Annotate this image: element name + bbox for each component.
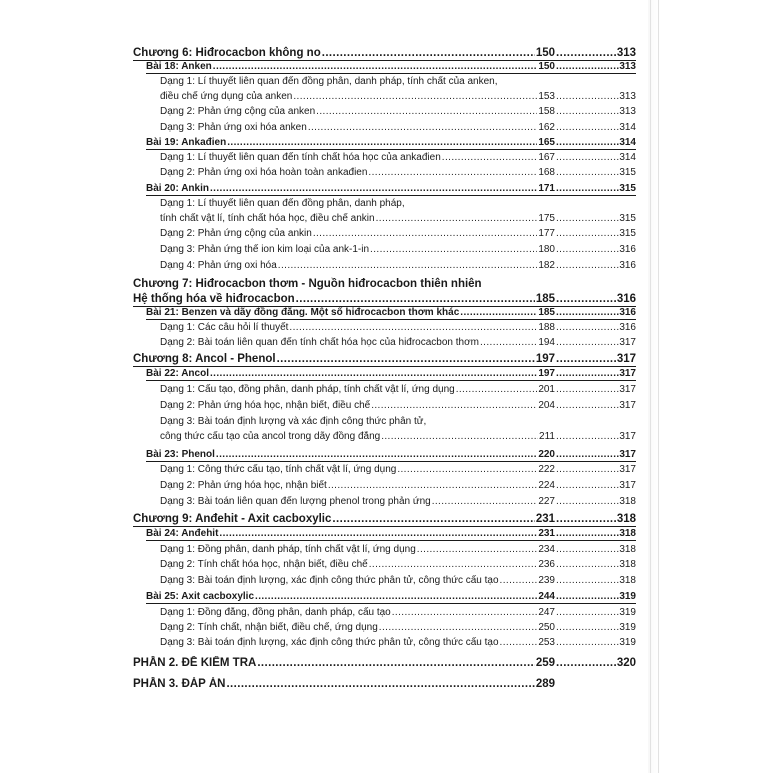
toc-entry-title: Bài 21: Benzen và dãy đồng đẳng. Một số hiđrocacbon thơm khác bbox=[146, 307, 460, 318]
page-number-secondary: 313 bbox=[619, 91, 636, 102]
page-number-secondary: 319 bbox=[619, 591, 636, 602]
toc-entry-title: điều chế ứng dụng của anken bbox=[160, 91, 293, 102]
page-number-secondary-column bbox=[556, 213, 636, 225]
page-number-secondary-column bbox=[556, 122, 636, 134]
toc-entry-title: Dạng 4: Phản ứng oxi hóa bbox=[160, 260, 277, 271]
toc-item-entry bbox=[160, 244, 555, 256]
section-underline bbox=[146, 149, 636, 150]
dot-leader bbox=[277, 352, 535, 366]
toc-entry-title: Dạng 2: Phản ứng cộng của anken bbox=[160, 106, 316, 117]
toc-entry-title: Dạng 1: Lí thuyết liên quan đến tính chất hóa học của ankađien bbox=[160, 152, 441, 163]
dot-leader bbox=[556, 464, 619, 476]
page-number-secondary-column bbox=[556, 622, 636, 634]
page-number-primary: 244 bbox=[538, 591, 555, 602]
dot-leader bbox=[556, 480, 619, 492]
toc-item-entry bbox=[160, 91, 555, 103]
page-number-primary: 162 bbox=[538, 122, 555, 133]
page-number-secondary-column bbox=[556, 106, 636, 118]
page-number-primary: 150 bbox=[535, 47, 555, 59]
dot-leader bbox=[556, 559, 619, 571]
toc-item-entry bbox=[160, 607, 555, 619]
toc-item-entry bbox=[160, 337, 555, 349]
dot-leader bbox=[216, 449, 537, 461]
toc-entry-title: Bài 18: Anken bbox=[146, 61, 212, 72]
dot-leader bbox=[255, 591, 537, 603]
page-number-primary: 231 bbox=[535, 513, 555, 525]
section-underline bbox=[146, 603, 636, 604]
page-number-primary: 204 bbox=[538, 400, 555, 411]
page-number-secondary: 318 bbox=[619, 496, 636, 507]
toc-lesson-entry bbox=[146, 528, 555, 540]
toc-item-entry bbox=[160, 559, 555, 571]
toc-entry-title: Hệ thống hóa về hiđrocacbon bbox=[133, 293, 295, 305]
dot-leader bbox=[556, 449, 619, 461]
page-number-primary: 220 bbox=[538, 449, 555, 460]
toc-entry-title: Chương 6: Hiđrocacbon không no bbox=[133, 47, 321, 59]
page-number-primary: 234 bbox=[538, 544, 555, 555]
toc-lesson-entry bbox=[146, 61, 555, 73]
page-number-secondary-column bbox=[556, 368, 636, 380]
page-number-primary: 171 bbox=[538, 183, 555, 194]
page-number-primary: 247 bbox=[538, 607, 555, 618]
dot-leader bbox=[369, 559, 538, 571]
page-number-secondary-column bbox=[556, 575, 636, 587]
dot-leader bbox=[308, 122, 538, 134]
dot-leader bbox=[296, 292, 535, 306]
dot-leader bbox=[556, 46, 617, 60]
dot-leader bbox=[556, 213, 619, 225]
toc-lesson-entry bbox=[146, 449, 555, 461]
page-number-primary: 211 bbox=[539, 431, 555, 442]
page-number-secondary: 319 bbox=[619, 607, 636, 618]
dot-leader bbox=[456, 384, 538, 396]
toc-chapter-entry bbox=[133, 512, 555, 526]
dot-leader bbox=[556, 260, 619, 272]
page-number-secondary: 318 bbox=[619, 559, 636, 570]
page-number-secondary: 313 bbox=[619, 61, 636, 72]
toc-entry-title: Dạng 3: Bài toán định lượng và xác định công thức phân tử, bbox=[160, 416, 427, 427]
page-number-secondary-column bbox=[556, 91, 636, 103]
toc-entry-title: công thức cấu tạo của ancol trong dãy đồng đẳng bbox=[160, 431, 381, 442]
page-number-secondary-column bbox=[556, 352, 636, 366]
dot-leader bbox=[227, 137, 537, 149]
dot-leader bbox=[460, 307, 537, 319]
toc-entry-title: Dạng 2: Tính chất, nhận biết, điều chế, ứng dụng bbox=[160, 622, 378, 633]
dot-leader bbox=[556, 575, 619, 587]
toc-item-entry bbox=[160, 384, 555, 396]
page-number-secondary: 317 bbox=[619, 480, 636, 491]
page-number-secondary-column bbox=[556, 512, 636, 526]
page-number-secondary: 317 bbox=[619, 368, 636, 379]
toc-lesson-entry bbox=[146, 368, 555, 380]
toc-item-entry bbox=[160, 575, 555, 587]
dot-leader bbox=[376, 213, 538, 225]
toc-entry-title: Dạng 1: Lí thuyết liên quan đến đồng phân, danh pháp, bbox=[160, 198, 405, 209]
page-number-secondary: 318 bbox=[619, 544, 636, 555]
toc-item-entry bbox=[160, 544, 555, 556]
toc-chapter-entry bbox=[133, 677, 555, 691]
dot-leader bbox=[556, 337, 619, 349]
page-number-secondary-column bbox=[556, 244, 636, 256]
dot-leader bbox=[392, 607, 538, 619]
toc-item-entry bbox=[160, 637, 555, 649]
toc-lesson-entry bbox=[146, 591, 555, 603]
toc-item-entry bbox=[160, 322, 555, 334]
page-number-secondary-column bbox=[556, 559, 636, 571]
page-number-secondary: 318 bbox=[619, 575, 636, 586]
dot-leader bbox=[556, 352, 617, 366]
toc-chapter-entry bbox=[133, 46, 555, 60]
page-number-secondary: 317 bbox=[616, 353, 636, 365]
toc-entry-title: Chương 9: Anđehit - Axit cacboxylic bbox=[133, 513, 332, 525]
dot-leader bbox=[370, 244, 537, 256]
page-number-secondary: 317 bbox=[619, 400, 636, 411]
section-underline bbox=[146, 540, 636, 541]
toc-item-entry bbox=[160, 76, 580, 88]
page-number-secondary-column bbox=[556, 292, 636, 306]
toc-item-entry bbox=[160, 228, 555, 240]
page-number-primary: 188 bbox=[538, 322, 555, 333]
toc-chapter-entry bbox=[133, 352, 555, 366]
dot-leader bbox=[556, 61, 619, 73]
page-number-secondary: 317 bbox=[619, 431, 636, 442]
dot-leader bbox=[556, 167, 619, 179]
page-number-secondary-column bbox=[556, 307, 636, 319]
page-number-secondary: 316 bbox=[619, 244, 636, 255]
dot-leader bbox=[556, 368, 619, 380]
toc-entry-title: Bài 24: Anđehit bbox=[146, 528, 219, 539]
toc-entry-title: Dạng 1: Đồng phân, danh pháp, tính chất vật lí, ứng dụng bbox=[160, 544, 416, 555]
page-number-secondary: 316 bbox=[616, 293, 636, 305]
toc-chapter-entry bbox=[133, 656, 555, 670]
toc-entry-title: Dạng 1: Công thức cấu tạo, tính chất vật lí, ứng dụng bbox=[160, 464, 397, 475]
dot-leader bbox=[432, 496, 538, 508]
dot-leader bbox=[556, 244, 619, 256]
dot-leader bbox=[556, 656, 617, 670]
dot-leader bbox=[556, 183, 619, 195]
dot-leader bbox=[500, 637, 538, 649]
page-number-primary: 194 bbox=[538, 337, 555, 348]
toc-entry-title: Bài 19: Ankađien bbox=[146, 137, 227, 148]
page-number-secondary: 317 bbox=[619, 464, 636, 475]
dot-leader bbox=[556, 122, 619, 134]
dot-leader bbox=[500, 575, 538, 587]
dot-leader bbox=[480, 337, 537, 349]
dot-leader bbox=[328, 480, 537, 492]
page-number-secondary: 317 bbox=[619, 384, 636, 395]
page-number-secondary-column bbox=[556, 152, 636, 164]
dot-leader bbox=[278, 260, 538, 272]
page-number-primary: 231 bbox=[538, 528, 555, 539]
page-number-primary: 197 bbox=[535, 353, 555, 365]
dot-leader bbox=[556, 637, 619, 649]
page-number-secondary-column bbox=[556, 61, 636, 73]
dot-leader bbox=[213, 61, 538, 73]
toc-entry-title: Chương 7: Hiđrocacbon thơm - Nguồn hiđrocacbon thiên nhiên bbox=[133, 278, 482, 290]
page-number-secondary: 318 bbox=[616, 513, 636, 525]
page-number-secondary: 313 bbox=[616, 47, 636, 59]
page-number-primary: 180 bbox=[538, 244, 555, 255]
toc-item-entry bbox=[160, 167, 555, 179]
toc-entry-title: Dạng 2: Phản ứng oxi hóa hoàn toàn ankađien bbox=[160, 167, 368, 178]
dot-leader bbox=[397, 464, 537, 476]
page-number-secondary-column bbox=[556, 528, 636, 540]
dot-leader bbox=[316, 106, 537, 118]
dot-leader bbox=[322, 46, 535, 60]
page-number-secondary-column bbox=[556, 544, 636, 556]
dot-leader bbox=[332, 512, 534, 526]
dot-leader bbox=[368, 167, 537, 179]
section-underline bbox=[146, 73, 636, 74]
dot-leader bbox=[556, 292, 617, 306]
page-number-secondary-column bbox=[556, 431, 636, 443]
dot-leader bbox=[556, 544, 619, 556]
toc-entry-title: Dạng 3: Phản ứng thế ion kim loại của ank-1-in bbox=[160, 244, 370, 255]
page-number-primary: 150 bbox=[538, 61, 555, 72]
page-number-secondary: 315 bbox=[619, 228, 636, 239]
page-number-primary: 289 bbox=[535, 678, 555, 690]
page-number-primary: 224 bbox=[538, 480, 555, 491]
toc-item-entry bbox=[160, 496, 555, 508]
page-number-secondary: 316 bbox=[619, 307, 636, 318]
section-underline bbox=[146, 380, 636, 381]
page-number-secondary-column bbox=[556, 480, 636, 492]
page-number-secondary: 319 bbox=[619, 622, 636, 633]
page-number-primary: 239 bbox=[538, 575, 555, 586]
page-number-secondary: 316 bbox=[619, 260, 636, 271]
toc-entry-title: Dạng 3: Bài toán định lượng, xác định công thức phân tử, công thức cấu tạo bbox=[160, 575, 499, 586]
page-number-secondary-column bbox=[556, 337, 636, 349]
dot-leader bbox=[257, 656, 534, 670]
dot-leader bbox=[556, 591, 619, 603]
page-number-primary: 201 bbox=[538, 384, 555, 395]
dot-leader bbox=[556, 137, 619, 149]
toc-entry-title: Chương 8: Ancol - Phenol bbox=[133, 353, 276, 365]
toc-entry-title: Bài 25: Axit cacboxylic bbox=[146, 591, 255, 602]
page-number-secondary-column bbox=[556, 464, 636, 476]
toc-item-entry bbox=[160, 431, 555, 443]
toc-entry-title: PHẦN 3. ĐÁP ÁN bbox=[133, 678, 226, 690]
toc-entry-title: Dạng 3: Phản ứng oxi hóa anken bbox=[160, 122, 307, 133]
page-number-secondary: 319 bbox=[619, 637, 636, 648]
toc-entry-title: PHẦN 2. ĐỀ KIỂM TRA bbox=[133, 657, 257, 669]
page-number-primary: 168 bbox=[538, 167, 555, 178]
toc-entry-title: Dạng 2: Phản ứng cộng của ankin bbox=[160, 228, 312, 239]
toc-entry-title: Dạng 2: Phản ứng hóa học, nhận biết bbox=[160, 480, 327, 491]
dot-leader bbox=[556, 528, 619, 540]
toc-entry-title: Bài 23: Phenol bbox=[146, 449, 215, 460]
page-number-primary: 177 bbox=[538, 228, 555, 239]
toc-entry-title: Dạng 2: Phản ứng hóa học, nhận biết, điều chế bbox=[160, 400, 371, 411]
page-number-secondary: 313 bbox=[619, 106, 636, 117]
dot-leader bbox=[381, 431, 538, 443]
page-number-secondary-column bbox=[556, 591, 636, 603]
toc-entry-title: Dạng 1: Đồng đẳng, đồng phân, danh pháp, cấu tạo bbox=[160, 607, 391, 618]
page-number-secondary: 318 bbox=[619, 528, 636, 539]
dot-leader bbox=[556, 307, 619, 319]
toc-entry-title: Dạng 1: Lí thuyết liên quan đến đồng phân, danh pháp, tính chất của anken, bbox=[160, 76, 498, 87]
dot-leader bbox=[556, 91, 619, 103]
section-underline bbox=[133, 526, 636, 527]
toc-entry-title: Dạng 2: Tính chất hóa học, nhận biết, điều chế bbox=[160, 559, 368, 570]
page-number-secondary-column bbox=[556, 496, 636, 508]
dot-leader bbox=[556, 400, 619, 412]
page-number-secondary-column bbox=[556, 183, 636, 195]
toc-item-entry bbox=[160, 464, 555, 476]
toc-entry-title: Dạng 2: Bài toán liên quan đến tính chất hóa học của hiđrocacbon thơm bbox=[160, 337, 479, 348]
page-number-secondary-column bbox=[556, 656, 636, 670]
toc-item-entry bbox=[160, 152, 555, 164]
dot-leader bbox=[379, 622, 538, 634]
toc-item-entry bbox=[160, 106, 555, 118]
toc-entry-title: Dạng 1: Cấu tạo, đồng phân, danh pháp, tính chất vật lí, ứng dụng bbox=[160, 384, 455, 395]
section-underline bbox=[146, 319, 636, 320]
page-number-secondary-column bbox=[556, 607, 636, 619]
page-number-primary: 227 bbox=[538, 496, 555, 507]
page-number-secondary: 315 bbox=[619, 167, 636, 178]
page-number-secondary: 314 bbox=[619, 122, 636, 133]
toc-item-entry bbox=[160, 416, 580, 428]
toc-entry-title: Dạng 3: Bài toán liên quan đến lượng phenol trong phản ứng bbox=[160, 496, 431, 507]
page-number-primary: 185 bbox=[538, 307, 555, 318]
page-number-secondary: 317 bbox=[619, 449, 636, 460]
toc-lesson-entry bbox=[146, 183, 555, 195]
page-number-primary: 197 bbox=[538, 368, 555, 379]
toc-entry-title: tính chất vật lí, tính chất hóa học, điều chế ankin bbox=[160, 213, 375, 224]
dot-leader bbox=[556, 496, 619, 508]
toc-item-entry bbox=[160, 122, 555, 134]
section-underline bbox=[146, 461, 636, 462]
page-number-secondary: 317 bbox=[619, 337, 636, 348]
page-number-secondary: 314 bbox=[619, 152, 636, 163]
page-number-primary: 167 bbox=[538, 152, 555, 163]
page-number-secondary: 315 bbox=[619, 183, 636, 194]
dot-leader bbox=[556, 384, 619, 396]
page-number-secondary: 320 bbox=[616, 657, 636, 669]
dot-leader bbox=[210, 368, 537, 380]
dot-leader bbox=[556, 607, 619, 619]
page-number-primary: 250 bbox=[538, 622, 555, 633]
toc-item-entry bbox=[160, 622, 555, 634]
page-number-primary: 185 bbox=[535, 293, 555, 305]
dot-leader bbox=[556, 152, 619, 164]
page-number-primary: 253 bbox=[538, 637, 555, 648]
dot-leader bbox=[371, 400, 537, 412]
page-number-secondary-column bbox=[556, 637, 636, 649]
toc-entry-title: Bài 22: Ancol bbox=[146, 368, 209, 379]
dot-leader bbox=[219, 528, 537, 540]
dot-leader bbox=[556, 322, 619, 334]
toc-entry-title: Dạng 1: Các câu hỏi lí thuyết bbox=[160, 322, 289, 333]
toc-chapter-entry bbox=[133, 292, 555, 306]
dot-leader bbox=[556, 622, 619, 634]
dot-leader bbox=[442, 152, 538, 164]
page-number-secondary-column bbox=[556, 167, 636, 179]
toc-item-entry bbox=[160, 400, 555, 412]
toc-chapter-entry bbox=[133, 277, 553, 291]
dot-leader bbox=[293, 91, 537, 103]
page-number-primary: 222 bbox=[538, 464, 555, 475]
section-underline bbox=[146, 195, 636, 196]
page-number-secondary-column bbox=[556, 384, 636, 396]
page-number-secondary: 314 bbox=[619, 137, 636, 148]
page-number-secondary-column bbox=[556, 449, 636, 461]
page-number-primary: 165 bbox=[538, 137, 555, 148]
page-number-secondary: 315 bbox=[619, 213, 636, 224]
page-number-primary: 153 bbox=[538, 91, 555, 102]
dot-leader bbox=[313, 228, 538, 240]
page-number-primary: 175 bbox=[538, 213, 555, 224]
page-number-primary: 182 bbox=[538, 260, 555, 271]
dot-leader bbox=[556, 106, 619, 118]
dot-leader bbox=[417, 544, 538, 556]
dot-leader bbox=[556, 228, 619, 240]
page-number-secondary-column bbox=[556, 46, 636, 60]
toc-lesson-entry bbox=[146, 137, 555, 149]
page-number-primary: 158 bbox=[538, 106, 555, 117]
dot-leader bbox=[556, 431, 619, 443]
dot-leader bbox=[289, 322, 537, 334]
page-number-secondary: 316 bbox=[619, 322, 636, 333]
toc-entry-title: Bài 20: Ankin bbox=[146, 183, 209, 194]
toc-item-entry bbox=[160, 213, 555, 225]
toc-item-entry bbox=[160, 480, 555, 492]
page-number-secondary-column bbox=[556, 260, 636, 272]
toc-item-entry bbox=[160, 260, 555, 272]
page-number-secondary-column bbox=[556, 228, 636, 240]
section-underline bbox=[133, 366, 636, 367]
dot-leader bbox=[210, 183, 537, 195]
page-number-secondary-column bbox=[556, 137, 636, 149]
toc-entry-title: Dạng 3: Bài toán định lượng, xác định công thức phân tử, công thức cấu tạo bbox=[160, 637, 499, 648]
dot-leader bbox=[226, 677, 534, 691]
page-number-primary: 236 bbox=[538, 559, 555, 570]
toc-item-entry bbox=[160, 198, 580, 210]
page-number-secondary-column bbox=[556, 400, 636, 412]
toc-lesson-entry bbox=[146, 307, 555, 319]
dot-leader bbox=[556, 512, 617, 526]
page-number-secondary-column bbox=[556, 322, 636, 334]
page-number-primary: 259 bbox=[535, 657, 555, 669]
